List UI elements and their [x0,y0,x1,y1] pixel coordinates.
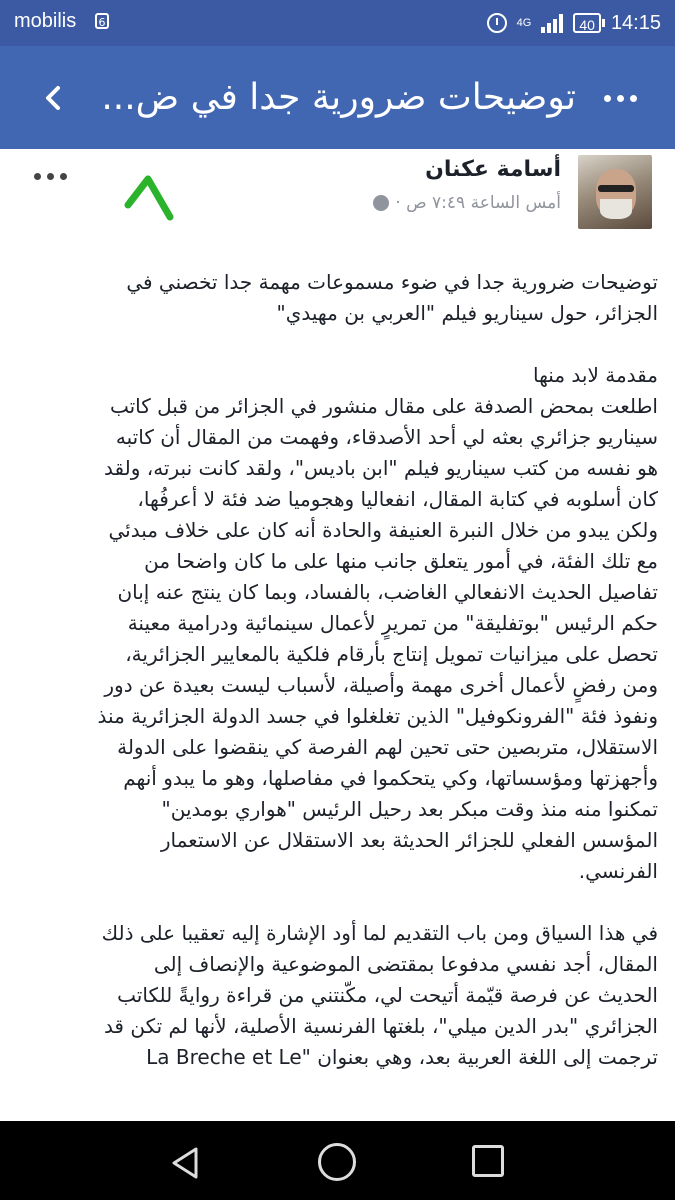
avatar[interactable] [578,155,652,229]
post-text-line: تمكنوا منه منذ وقت مبكر بعد رحيل الرئيس "هواري بومدين" [161,797,658,821]
post-text-line: مع تلك الفئة، في أمور يتعلق جانب منها على ما كان واضحا من [144,549,658,573]
post-text-line: المؤسس الفعلي للجزائر الحديثة بعد الاستقلال عن الاستعمار [160,828,658,852]
post-text-line: المقال، أجد نفسي مدفوعا بمقتضى الموضوعية والإنصاف إلى [153,952,658,976]
post-text-line: وأجهزتها ومؤسساتها، وكي يتحكموا في مفاصلها، وهو ما يبدو أنهم [123,766,658,790]
post-paragraph [18,267,658,329]
post-options-icon[interactable] [34,173,67,180]
app-header [0,46,675,149]
post-card [0,149,675,1121]
post-text-line: الجزائر، حول سيناريو فيلم "العربي بن مهيدي" [276,301,658,325]
status-icons [487,8,661,38]
author-name[interactable]: أسامة عكنان [425,157,561,182]
chevron-left-icon[interactable] [36,78,70,118]
clock: 14:15 [610,11,661,34]
post-text-line: مقدمة لابد منها [532,363,658,387]
post-text-line: سيناريو جزائري بعثه لي أحد الأصدقاء، وفهمت من المقال أن كاتبه [115,425,658,449]
post-text-line: الحديث عن فرصة قيّمة أتيحت لي، مكّنتني من قراءة روايةً للكاتب [117,983,658,1007]
circle-home-icon[interactable] [318,1143,356,1181]
post-paragraph [18,360,658,887]
post-text-line: ترجمت إلى اللغة العربية بعد، وهي بعنوان "La Breche et Le [146,1045,658,1069]
post-text-line: كان أسلوبه في كتابة المقال، انفعاليا وهجوميا ضد فئة لا أعرفُها، [137,487,658,511]
post-text-line: حكم الرئيس "بوتفليقة" من تمريرٍ لأعمال سينمائية ودرامية معينة [127,611,658,635]
triangle-back-icon[interactable] [168,1145,204,1181]
sim-icon: 6 [95,13,109,29]
post-body [18,267,658,1121]
post-text-line: الجزائري "بدر الدين ميلي"، بلغتها الفرنسية الأصلية، لأنها لم تكن قد [103,1014,658,1038]
navigation-bar [0,1121,675,1200]
post-text-line: تفاصيل الحديث الانفعالي الغاضب، بالفساد، وبما كان ينتج عنه إبان [117,580,658,604]
battery-icon: 40 [573,13,601,33]
alarm-icon [487,13,507,33]
post-paragraph [18,918,658,1073]
signal-icon [541,13,563,33]
post-text-line: تحصل على ميزانيات تمويل إنتاج بأرقام فلكية بالمعايير الجزائرية، [125,642,658,666]
carrier-label: mobilis [14,10,77,32]
page-title: توضيحات ضرورية جدا في ض... [101,77,576,118]
handwritten-mark [118,161,188,231]
more-icon[interactable] [604,86,644,110]
post-text-line: الفرنسي. [578,859,658,883]
post-text-line: ونفوذ فئة "الفرونكوفيل" الذين تغلغلوا في جسد الدولة الجزائرية منذ [97,704,658,728]
post-text-line: هو نفسه من كتب سيناريو فيلم "ابن باديس"، ولقد كانت نبرته، ولقد [104,456,658,480]
post-meta [373,193,561,213]
status-bar [0,0,675,46]
post-text-line: في هذا السياق ومن باب التقديم لما أود الإشارة إليه تعقيبا على ذلك [101,921,658,945]
post-text-line: الاستقلال، متربصين حتى تحين لهم الفرصة كي ينقضوا على الدولة [117,735,658,759]
post-text-line: ومن رفضٍ لأعمال أخرى مهمة وأصيلة، لأسباب ليست بعيدة عن دور [104,673,658,697]
post-text-line: ولكن يبدو من خلال النبرة العنيفة والحادة أنه كان على خلاف مبدئي [108,518,658,542]
post-timestamp: أمس الساعة ٧:٤٩ ص · [395,193,561,213]
post-text-line: اطلعت بمحض الصدفة على مقال منشور في الجزائر من قبل كاتب [109,394,658,418]
square-recents-icon[interactable] [472,1145,504,1177]
network-type-icon: 4G [516,16,532,29]
post-text-line: توضيحات ضرورية جدا في ضوء مسموعات مهمة جدا تخصني في [126,270,658,294]
globe-icon [373,195,389,211]
